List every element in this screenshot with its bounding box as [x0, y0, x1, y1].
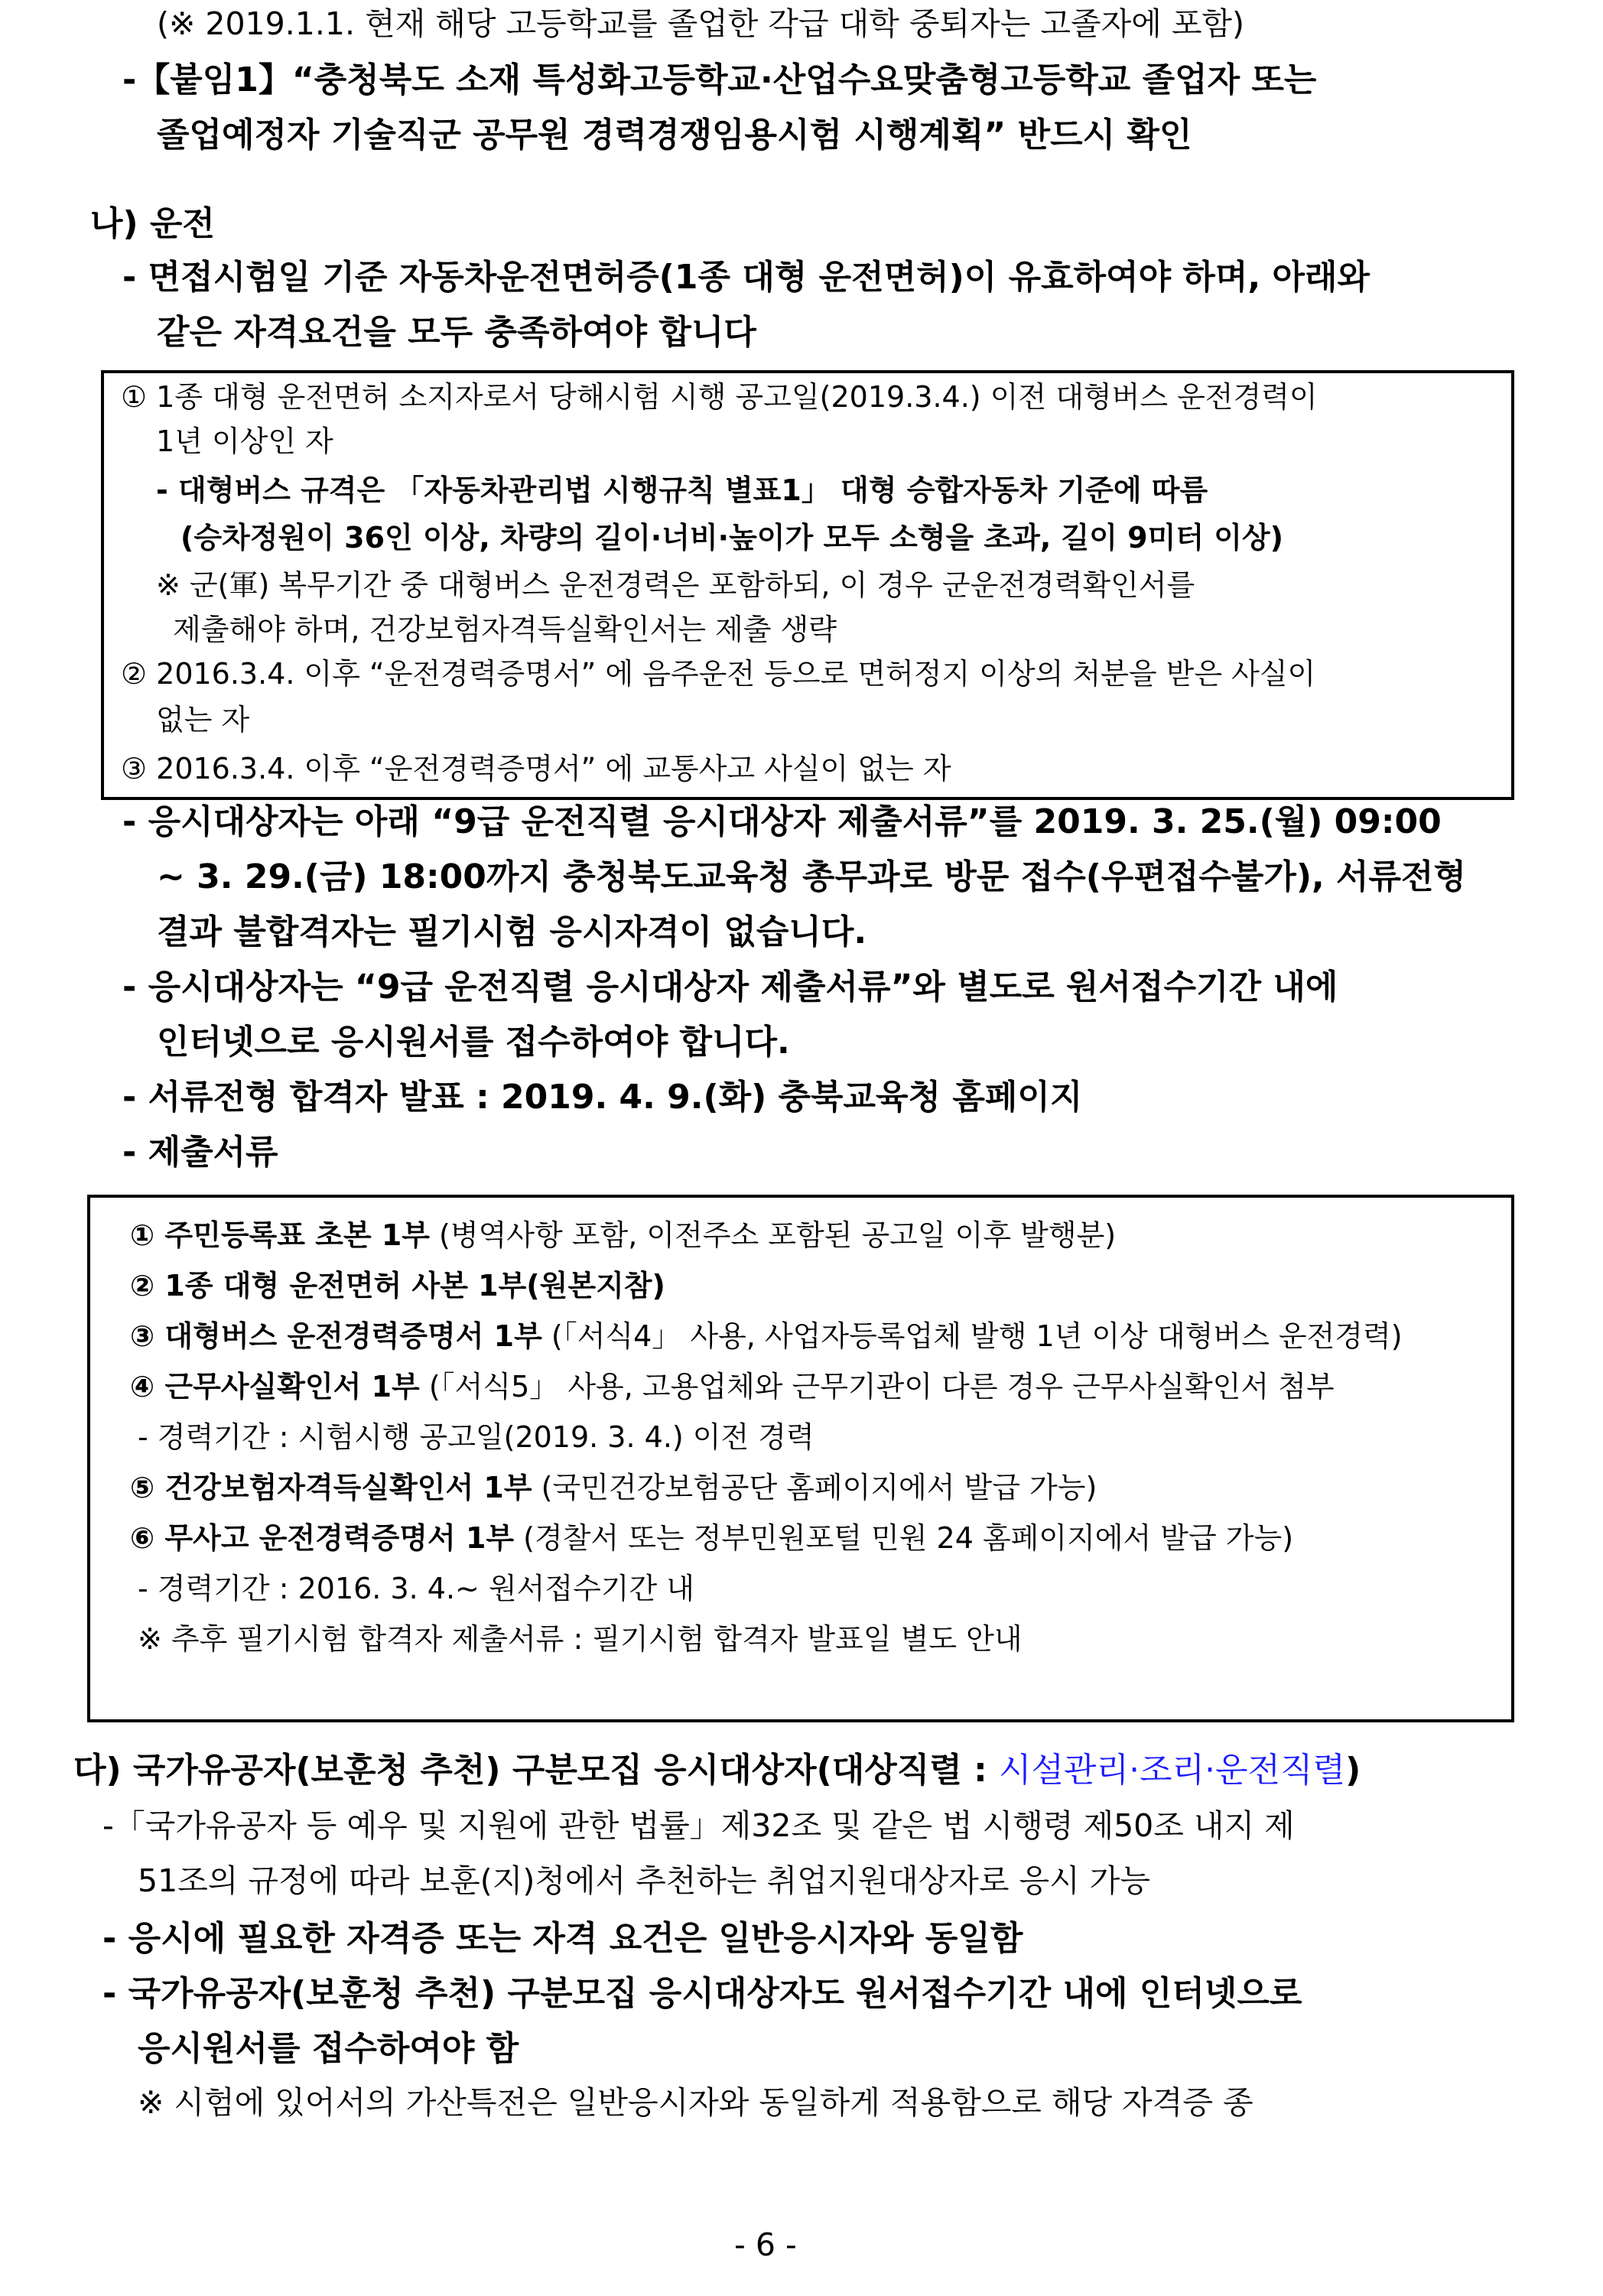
veterans-law-line1: -「국가유공자 등 예우 및 지원에 관한 법률」제32조 및 같은 법 시행령 제50조 내지 제	[102, 1807, 1295, 1844]
bus-spec-line1: - 대형버스 규격은 「자동차관리법 시행규칙 별표1」 대형 승합자동차 기준에 따름	[156, 473, 1208, 507]
internet-apply-line1: - 응시대상자는 “9급 운전직렬 응시대상자 제출서류”와 별도로 원서접수기간 내에	[122, 968, 1338, 1007]
requirements-box	[101, 370, 1514, 800]
submission-para-line2: ~ 3. 29.(금) 18:00까지 충청북도교육청 총무과로 방문 접수(우편접수불가), 서류전형	[157, 857, 1467, 896]
section-heading-driving: 나) 운전	[90, 204, 215, 243]
bonus-note: ※ 시험에 있어서의 가산특전은 일반응시자와 동일하게 적용함으로 해당 자격증 종	[138, 2084, 1253, 2121]
document-item-3: ③ 대형버스 운전경력증명서 1부 (「서식4」 사용, 사업자등록업체 발행 1년 이상 대형버스 운전경력)	[130, 1319, 1403, 1353]
veterans-law-line2: 51조의 규정에 따라 보훈(지)청에서 추천하는 취업지원대상자로 응시 가능	[138, 1862, 1150, 1899]
document-item-4-sub: - 경력기간 : 시험시행 공고일(2019. 3. 4.) 이전 경력	[138, 1420, 815, 1454]
bus-spec-line2: (승차정원이 36인 이상, 차량의 길이·너비·높이가 모두 소형을 초과, 길이 9미터 이상)	[180, 521, 1284, 554]
documents-note: ※ 추후 필기시험 합격자 제출서류 : 필기시험 합격자 발표일 별도 안내	[138, 1622, 1023, 1656]
driving-intro-line1: - 면접시험일 기준 자동차운전면허증(1종 대형 운전면허)이 유효하여야 하며, 아래와	[122, 258, 1370, 297]
submission-para-line1: - 응시대상자는 아래 “9급 운전직렬 응시대상자 제출서류”를 2019. 3. 25.(월) 09:00	[122, 802, 1442, 841]
requirement-1-line1: ① 1종 대형 운전면허 소지자로서 당해시험 시행 공고일(2019.3.4.) 이전 대형버스 운전경력이	[121, 380, 1318, 414]
military-note-line1: ※ 군(軍) 복무기간 중 대형버스 운전경력은 포함하되, 이 경우 군운전경력확인서를	[156, 568, 1195, 602]
veterans-apply-line2: 응시원서를 접수하여야 함	[138, 2029, 519, 2068]
document-result-announcement: - 서류전형 합격자 발표 : 2019. 4. 9.(화) 충북교육청 홈페이지	[122, 1078, 1083, 1117]
requirement-3: ③ 2016.3.4. 이후 “운전경력증명서” 에 교통사고 사실이 없는 자	[121, 752, 951, 785]
internet-apply-line2: 인터넷으로 응시원서를 접수하여야 합니다.	[157, 1023, 790, 1062]
attachment-notice-line1: -【붙임1】“충청북도 소재 특성화고등학교·산업수요맞춤형고등학교 졸업자 또는	[122, 60, 1317, 99]
requirement-2-line1: ② 2016.3.4. 이후 “운전경력증명서” 에 음주운전 등으로 면허정지 이상의 처분을 받은 사실이	[121, 657, 1316, 691]
document-item-2: ② 1종 대형 운전면허 사본 1부(원본지참)	[130, 1269, 665, 1302]
page-number: - 6 -	[734, 2226, 797, 2263]
documents-box	[87, 1195, 1514, 1722]
document-item-5: ⑤ 건강보험자격득실확인서 1부 (국민건강보험공단 홈페이지에서 발급 가능)	[130, 1471, 1097, 1504]
section-heading-veterans: 다) 국가유공자(보훈청 추천) 구분모집 응시대상자(대상직렬 : 시설관리·조리·운전직렬)	[73, 1751, 1361, 1790]
document-item-6-sub: - 경력기간 : 2016. 3. 4.~ 원서접수기간 내	[138, 1572, 694, 1605]
requirement-1-line2: 1년 이상인 자	[156, 424, 333, 458]
submission-para-line3: 결과 불합격자는 필기시험 응시자격이 없습니다.	[157, 912, 867, 951]
document-item-1: ① 주민등록표 초본 1부 (병역사항 포함, 이전주소 포함된 공고일 이후 발행분)	[130, 1218, 1117, 1252]
requirement-2-line2: 없는 자	[156, 703, 250, 737]
military-note-line2: 제출해야 하며, 건강보험자격득실확인서는 제출 생략	[173, 613, 837, 646]
driving-intro-line2: 같은 자격요건을 모두 충족하여야 합니다	[157, 313, 756, 352]
veterans-apply-line1: - 국가유공자(보훈청 추천) 구분모집 응시대상자도 원서접수기간 내에 인터넷으로	[102, 1974, 1302, 2013]
submission-documents-label: - 제출서류	[122, 1133, 278, 1172]
attachment-notice-line2: 졸업예정자 기술직군 공무원 경력경쟁임용시험 시행계획” 반드시 확인	[157, 115, 1192, 154]
document-item-4: ④ 근무사실확인서 1부 (「서식5」 사용, 고용업체와 근무기관이 다른 경우 근무사실확인서 첨부	[130, 1370, 1335, 1403]
note-highschool-dropout: (※ 2019.1.1. 현재 해당 고등학교를 졸업한 각급 대학 중퇴자는 고졸자에 포함)	[157, 5, 1245, 42]
veterans-qualification: - 응시에 필요한 자격증 또는 자격 요건은 일반응시자와 동일함	[102, 1919, 1023, 1958]
document-item-6: ⑥ 무사고 운전경력증명서 1부 (경찰서 또는 정부민원포털 민원 24 홈페이지에서 발급 가능)	[130, 1521, 1294, 1555]
